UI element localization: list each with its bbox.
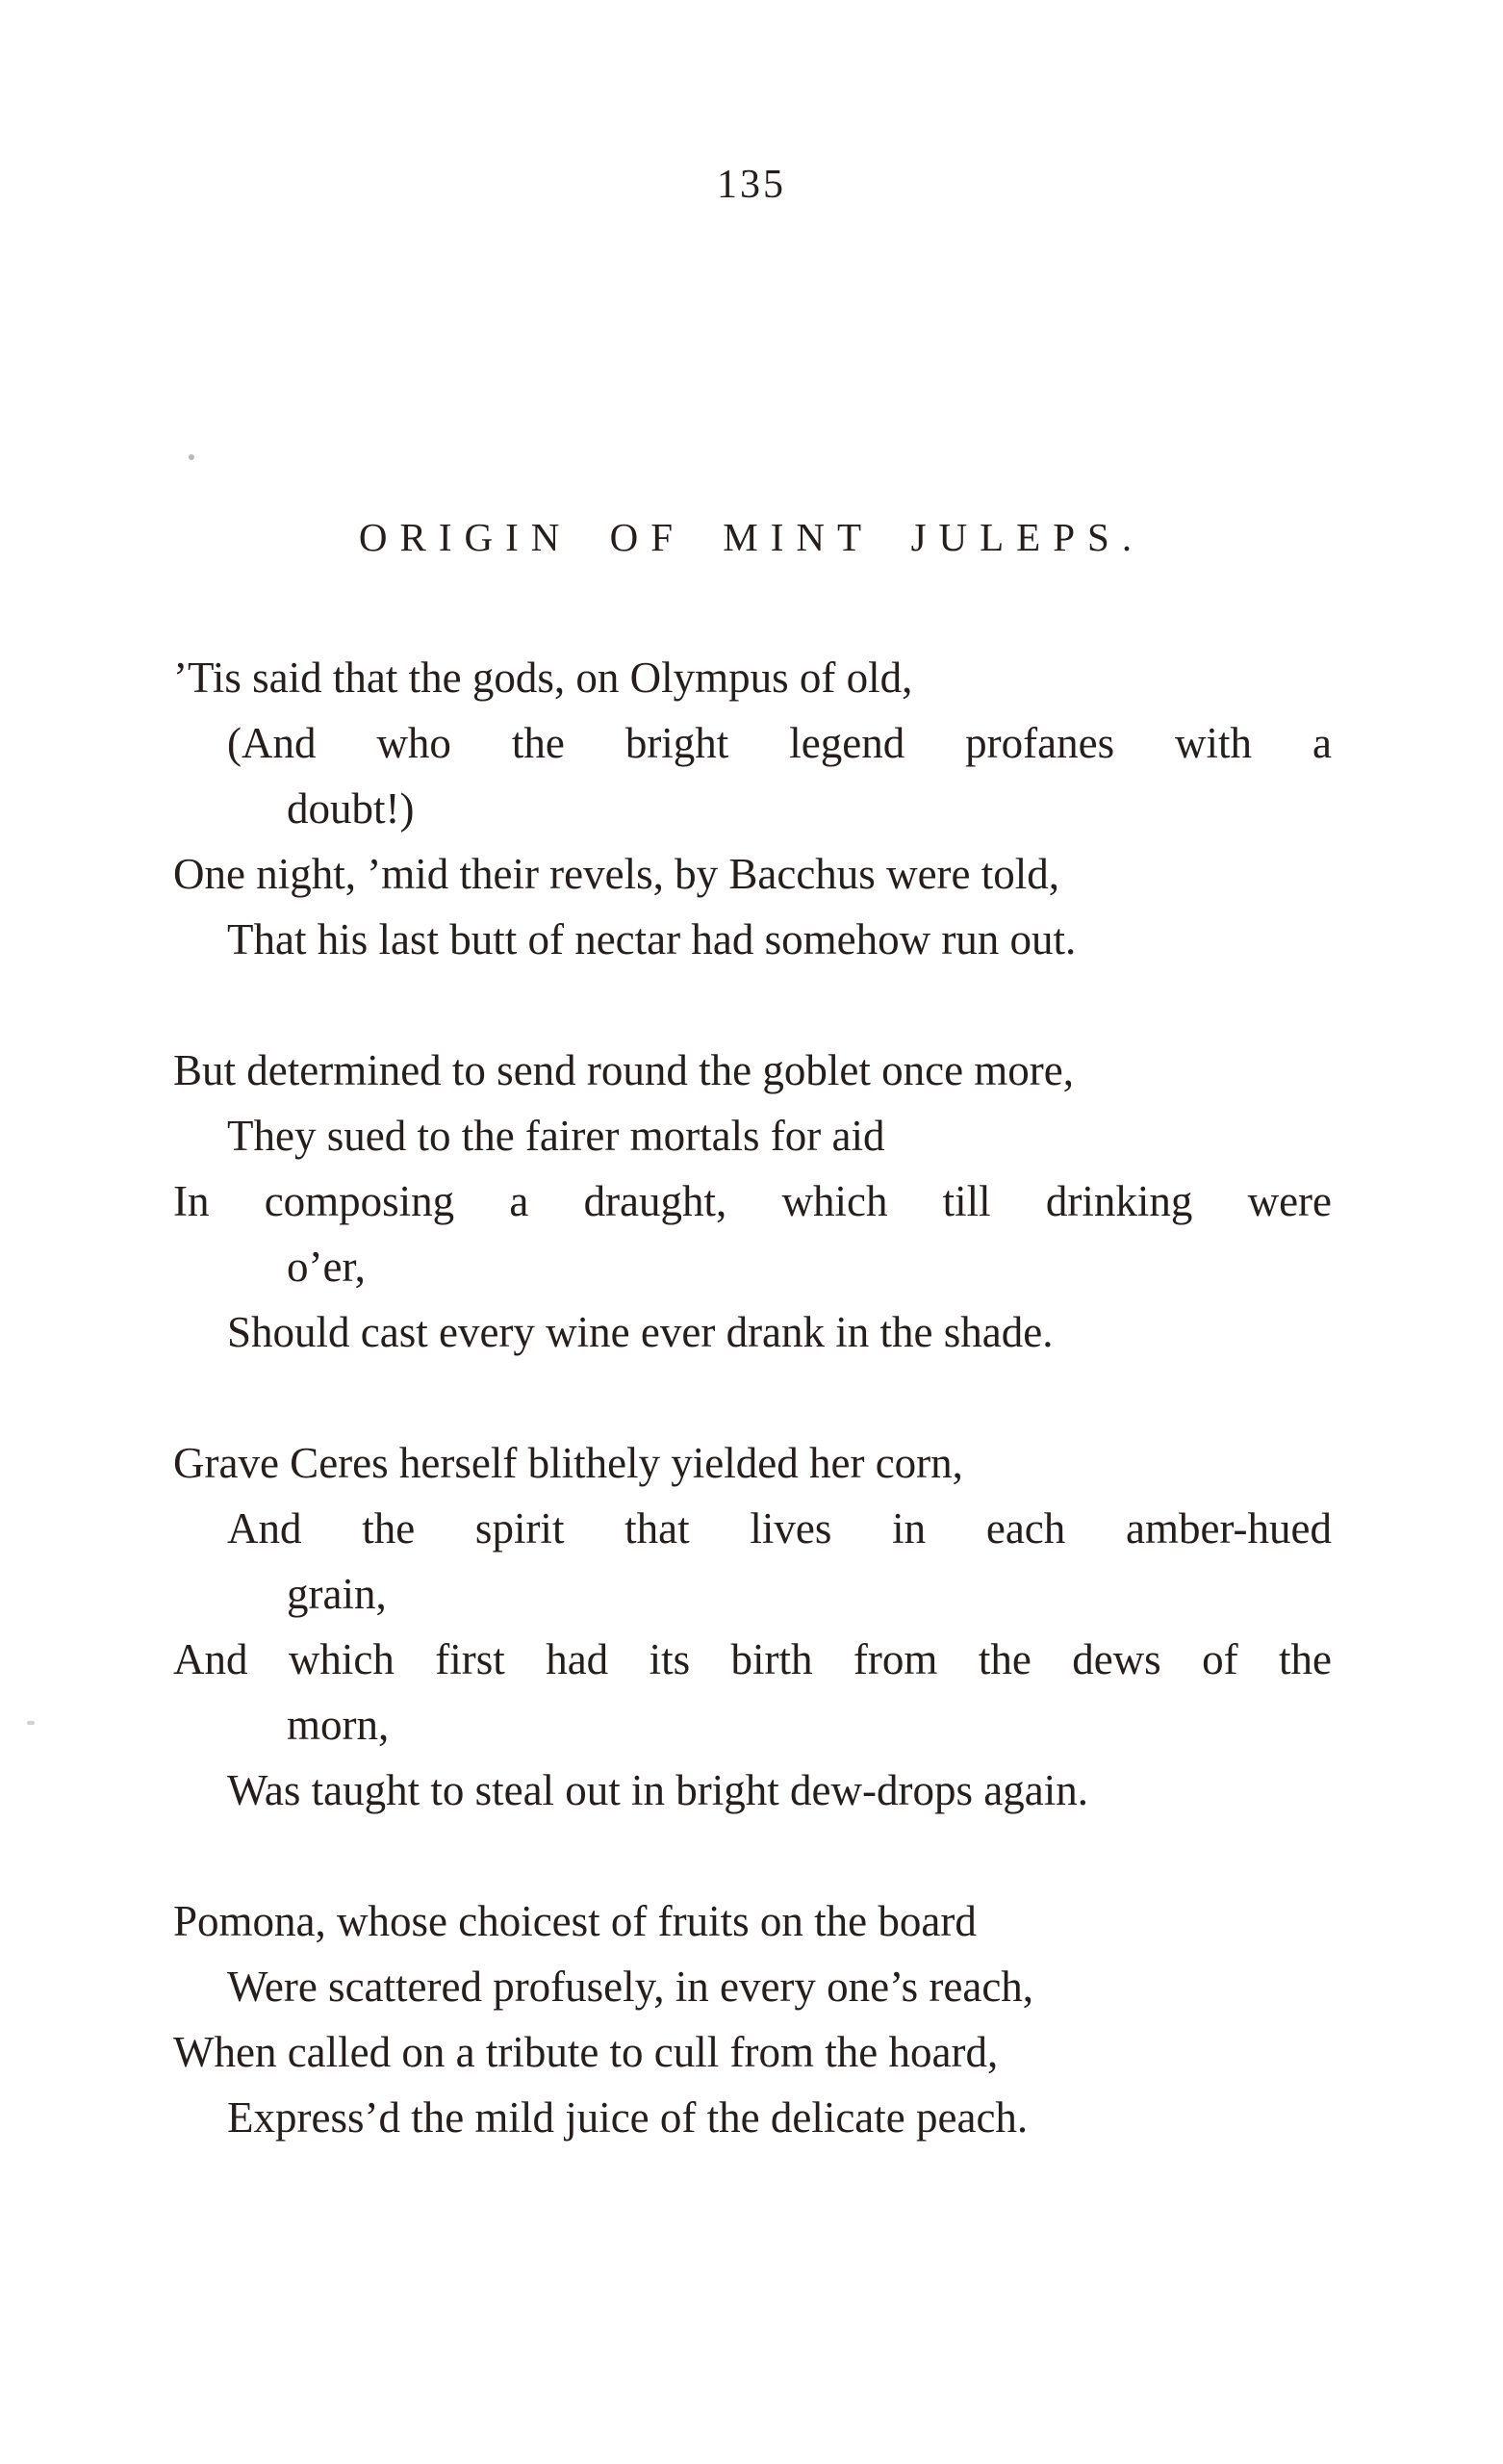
stanza-1: [173, 645, 1332, 972]
poem-line: grain,: [287, 1570, 387, 1618]
poem-line: When called on a tribute to cull from the hoard,: [173, 2028, 999, 2076]
poem-body: [173, 645, 1332, 2150]
scan-artifact: [27, 1721, 35, 1725]
poem-line: ’Tis said that the gods, on Olympus of old,: [173, 654, 913, 702]
poem-line: Were scattered profusely, in every one’s reach,: [227, 1963, 1034, 2011]
stanza-3: [173, 1430, 1332, 1823]
poem-line: That his last butt of nectar had somehow run out.: [227, 915, 1077, 963]
poem-line: Should cast every wine ever drank in the shade.: [227, 1308, 1054, 1356]
poem-line: And the spirit that lives in each amber-hued: [227, 1504, 1332, 1553]
poem-line: o’er,: [287, 1243, 366, 1291]
stanza-2: [173, 1038, 1332, 1365]
stanza-4: [173, 1888, 1332, 2150]
poem-line: doubt!): [287, 784, 415, 833]
page-number: 135: [717, 163, 786, 207]
poem-line: They sued to the fairer mortals for aid: [227, 1112, 885, 1160]
poem-line: And which first had its birth from the dews of the: [173, 1635, 1332, 1683]
poem-line: One night, ’mid their revels, by Bacchus were told,: [173, 850, 1060, 898]
poem-line: morn,: [287, 1701, 390, 1749]
poem-line: Express’d the mild juice of the delicate peach.: [227, 2093, 1029, 2142]
poem-line: Grave Ceres herself blithely yielded her corn,: [173, 1439, 963, 1487]
poem-line: Was taught to steal out in bright dew-drops again.: [227, 1766, 1088, 1814]
poem-line: But determined to send round the goblet once more,: [173, 1046, 1075, 1094]
poem-line: (And who the bright legend profanes with a: [227, 719, 1332, 767]
scan-artifact: [189, 454, 194, 460]
poem-title: ORIGIN OF MINT JULEPS.: [358, 515, 1145, 559]
poem-line: In composing a draught, which till drinking were: [173, 1177, 1332, 1225]
poem-line: Pomona, whose choicest of fruits on the board: [173, 1897, 977, 1945]
